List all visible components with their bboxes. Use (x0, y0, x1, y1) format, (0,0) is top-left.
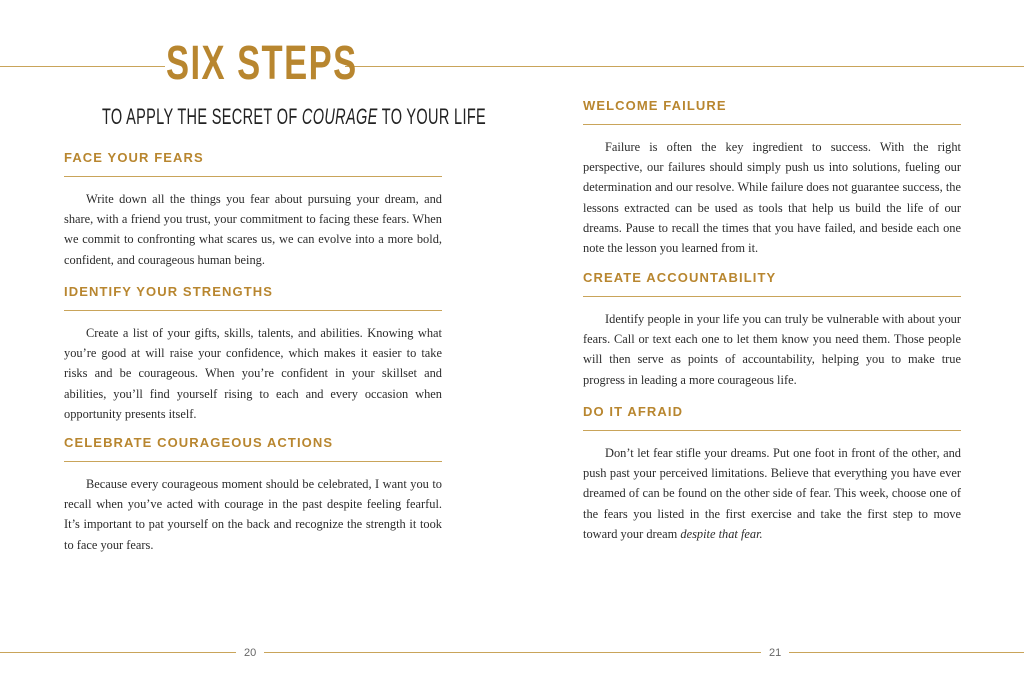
page-number: 20 (236, 646, 264, 660)
top-rule-left-segment (0, 66, 165, 67)
heading-rule (583, 430, 961, 431)
section-body-emphasis: despite that fear. (680, 526, 763, 541)
top-rule (512, 66, 1024, 67)
section-body-main: Don’t let fear stifle your dreams. Put one foot in front of the other, and push past your perceived limitations. Believe that everything you have ever dreamed of can be found on the other side of fear. This week, choose one of the fears you listed in the first exercise and take the first step to move toward your dream (583, 446, 961, 541)
heading-rule (64, 461, 442, 462)
section-heading: WELCOME FAILURE (583, 98, 727, 113)
heading-rule (64, 310, 442, 311)
section-create-accountability (583, 270, 961, 390)
section-body (583, 443, 961, 544)
section-identify-your-strengths (64, 284, 442, 424)
section-body: Because every courageous moment should be celebrated, I want you to recall when you’ve acted with courage in the past despite feeling fearful. It’s important to pat yourself on the back and recognize the strength it took to face your fears. (64, 477, 442, 552)
section-heading: DO IT AFRAID (583, 404, 684, 419)
section-body: Failure is often the key ingredient to success. With the right perspective, our failures should simply push us into solutions, fueling our determination and our resolve. While failure does not guarantee success, the lessons extracted can be used as tools that help us build the life of our dreams. Pause to recall the times that you have failed, and beside each one note the lesson you learned from it. (583, 140, 961, 256)
section-body: Identify people in your life you can truly be vulnerable with about your fears. Call or text each one to let them know you need them. Those people will then serve as points of accountability, helping you to make true progress in leading a more courageous life. (583, 312, 961, 387)
section-welcome-failure (583, 98, 961, 258)
subtitle-after: TO YOUR LIFE (377, 104, 487, 129)
page-title: SIX STEPS (166, 37, 358, 90)
section-do-it-afraid (583, 404, 961, 544)
heading-rule (583, 124, 961, 125)
section-heading: FACE YOUR FEARS (64, 150, 204, 165)
page-number: 21 (761, 646, 789, 660)
section-body: Write down all the things you fear about pursuing your dream, and share, with a friend you trust, your commitment to facing these fears. When we commit to confronting what scares us, we can evolve into a more bold, confident, and courageous human being. (64, 192, 442, 267)
section-heading: IDENTIFY YOUR STRENGTHS (64, 284, 274, 299)
subtitle-emphasis: COURAGE (301, 104, 378, 129)
section-heading: CREATE ACCOUNTABILITY (583, 270, 777, 285)
section-celebrate-courageous-actions (64, 435, 442, 555)
section-heading: CELEBRATE COURAGEOUS ACTIONS (64, 435, 334, 450)
page-subtitle (102, 104, 486, 130)
right-page (512, 0, 1024, 683)
section-face-your-fears (64, 150, 442, 270)
top-rule-right-segment (345, 66, 512, 67)
heading-rule (583, 296, 961, 297)
heading-rule (64, 176, 442, 177)
subtitle-before: TO APPLY THE SECRET OF (102, 104, 302, 129)
section-body: Create a list of your gifts, skills, talents, and abilities. Knowing what you’re good at will raise your confidence, which makes it easier to take risks and be courageous. When you’re confident in your skillset and abilities, you’ll find yourself rising to each and every occasion when opportunity presents itself. (64, 326, 442, 421)
